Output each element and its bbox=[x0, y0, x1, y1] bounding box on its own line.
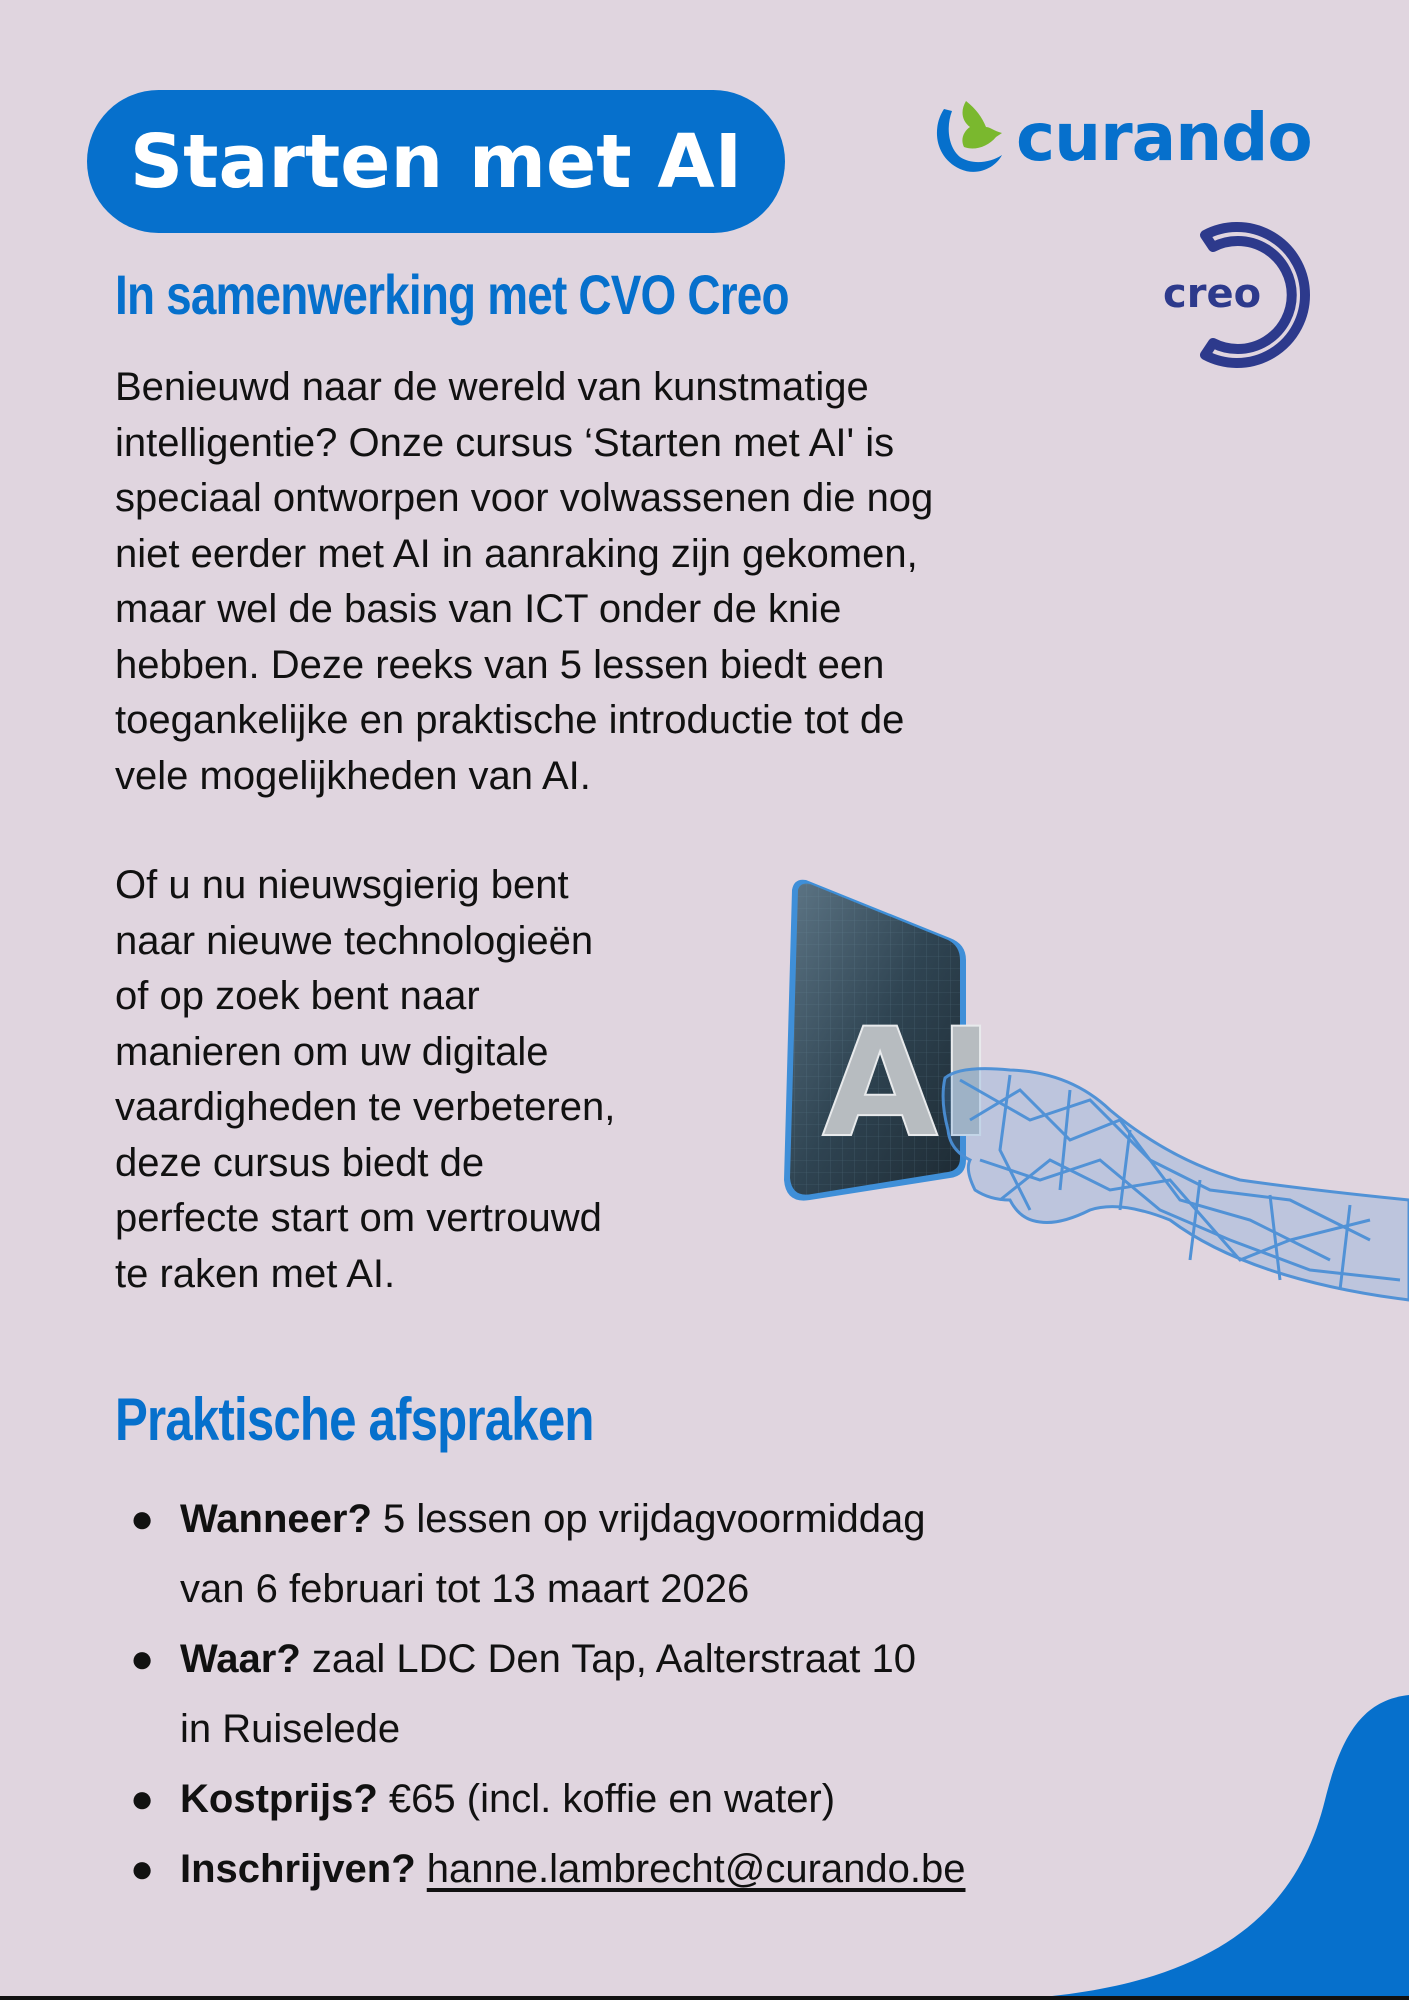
body-line: deze cursus biedt de bbox=[115, 1140, 485, 1185]
body-line: te raken met AI. bbox=[115, 1251, 396, 1296]
body-line: perfecte start om vertrouwd bbox=[115, 1196, 602, 1240]
body-line: Of u nu nieuwsgierig bent bbox=[115, 863, 569, 907]
title-banner bbox=[87, 90, 785, 233]
curando-logo bbox=[930, 92, 1312, 182]
item-value: 5 lessen op vrijdagvoormiddag bbox=[383, 1497, 926, 1541]
body-line: manieren om uw digitale bbox=[115, 1029, 549, 1074]
intro-line: Benieuwd naar de wereld van kunstmatige bbox=[115, 365, 869, 409]
creo-wordmark: creo bbox=[1163, 271, 1262, 317]
list-item-register bbox=[130, 1834, 1230, 1904]
item-label: Inschrijven? bbox=[180, 1847, 416, 1891]
bottom-border bbox=[0, 1996, 1409, 2000]
creo-logo bbox=[1155, 215, 1315, 375]
body-line: of op zoek bent naar bbox=[115, 974, 480, 1018]
intro-line: vele mogelijkheden van AI. bbox=[115, 753, 591, 798]
bullet-icon: ● bbox=[130, 1637, 155, 1681]
page-title: Starten met AI bbox=[129, 118, 743, 205]
curando-wordmark: curando bbox=[1016, 98, 1312, 176]
list-item-where bbox=[130, 1624, 1230, 1694]
item-label: Waar? bbox=[180, 1637, 301, 1681]
intro-line: speciaal ontworpen voor volwassenen die nog bbox=[115, 476, 934, 520]
item-value: €65 (incl. koffie en water) bbox=[388, 1777, 836, 1821]
item-label: Wanneer? bbox=[180, 1497, 372, 1541]
svg-text:AI: AI bbox=[822, 997, 994, 1171]
item-value: zaal LDC Den Tap, Aalterstraat 10 bbox=[311, 1637, 916, 1681]
intro-line: niet eerder met AI in aanraking zijn gekomen, bbox=[115, 531, 918, 576]
email-link[interactable]: hanne.lambrecht@curando.be bbox=[426, 1847, 966, 1891]
body-paragraph bbox=[115, 858, 755, 1302]
intro-line: maar wel de basis van ICT onder de knie bbox=[115, 587, 842, 631]
intro-line: toegankelijke en praktische introductie tot de bbox=[115, 698, 905, 742]
body-line: vaardigheden te verbeteren, bbox=[115, 1085, 616, 1129]
subtitle: In samenwerking met CVO Creo bbox=[115, 263, 789, 326]
intro-paragraph bbox=[115, 360, 1175, 804]
body-line: naar nieuwe technologieën bbox=[115, 918, 594, 963]
list-item-cost bbox=[130, 1764, 1230, 1834]
dove-icon bbox=[930, 97, 1010, 177]
list-item-when bbox=[130, 1484, 1230, 1554]
bullet-icon: ● bbox=[130, 1777, 155, 1821]
bullet-icon: ● bbox=[130, 1847, 155, 1891]
practical-list bbox=[130, 1484, 1230, 1904]
item-label: Kostprijs? bbox=[180, 1777, 378, 1821]
intro-line: hebben. Deze reeks van 5 lessen biedt een bbox=[115, 642, 885, 687]
ai-hand-illustration bbox=[770, 860, 1409, 1340]
item-value-continued: in Ruiselede bbox=[180, 1707, 401, 1751]
section-title-practical: Praktische afspraken bbox=[115, 1386, 594, 1453]
intro-line: intelligentie? Onze cursus ‘Starten met AI' is bbox=[115, 420, 895, 465]
wireframe-hand-icon bbox=[943, 1069, 1409, 1300]
bullet-icon: ● bbox=[130, 1497, 155, 1541]
item-value-continued: van 6 februari tot 13 maart 2026 bbox=[180, 1567, 750, 1611]
